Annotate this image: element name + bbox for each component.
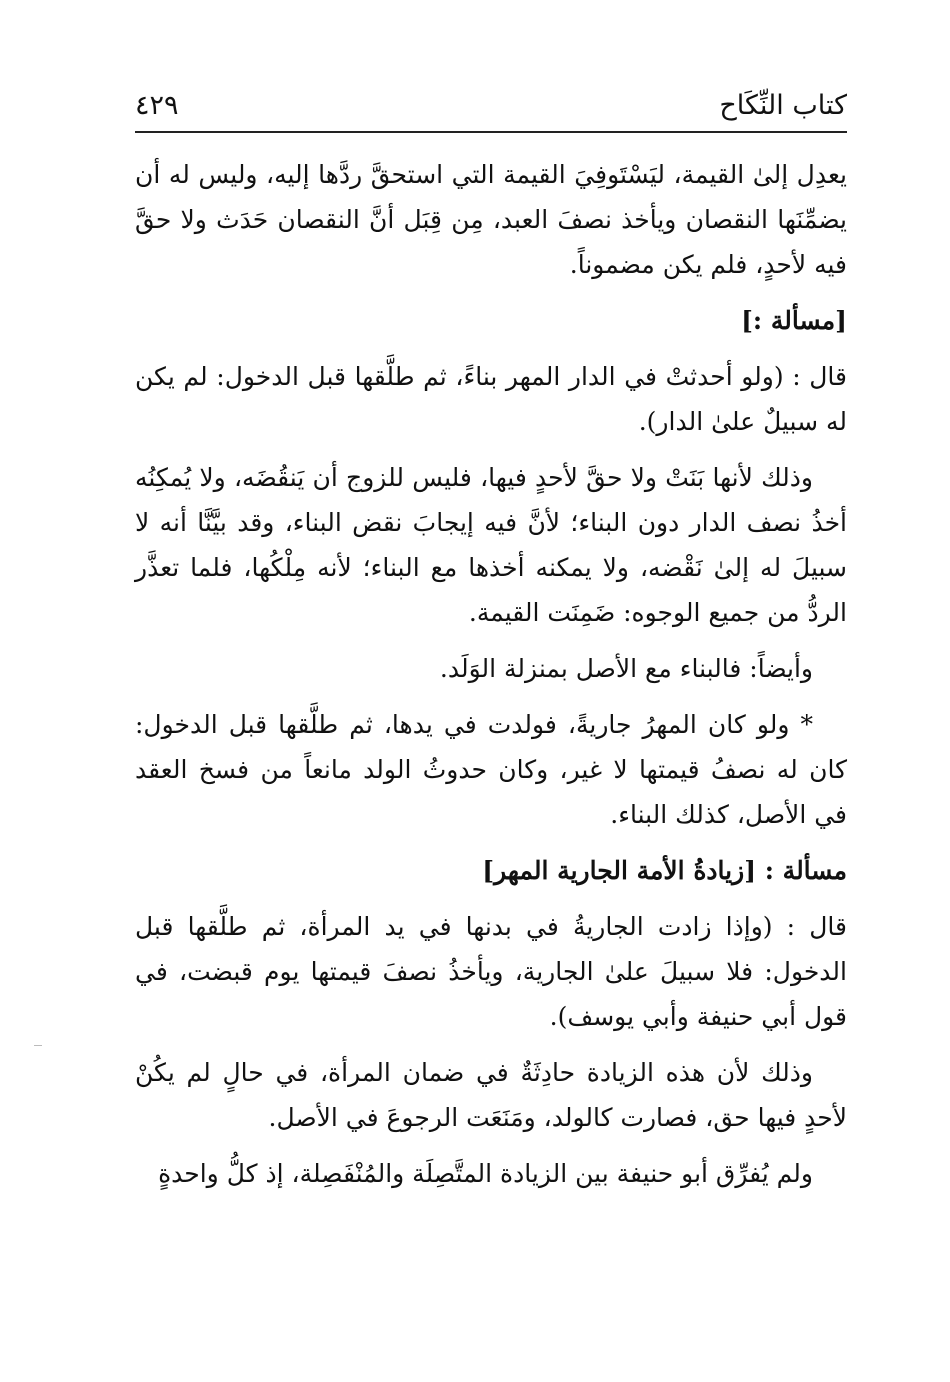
header-rule: [135, 131, 847, 133]
paragraph-case: * ولو كان المهرُ جاريةً، فولدت في يدها، ثم طلَّقها قبل الدخول: كان له نصفُ قيمتها لا غير، وكان حدوثُ الولد مانعاً من فسخ العقد في الأصل، كذلك البناء.: [135, 710, 847, 829]
paragraph-commentary: وأيضاً: فالبناء مع الأصل بمنزلة الوَلَد.: [439, 654, 813, 683]
paragraph-continuation: يعدِل إلىٰ القيمة، ليَسْتَوفِيَ القيمة التي استحقَّ ردَّها إليه، وليس له أن يضمِّنَها النقصان ويأخذ نصفَ العبد، مِن قِبَل أنَّ النقصان حَدَث ولا حقَّ فيه لأحدٍ، فلم يكن مضموناً.: [135, 160, 847, 279]
running-header: [135, 82, 847, 130]
body-text: [135, 152, 847, 1207]
section-heading: [مسألة :]: [741, 306, 847, 335]
section-heading: مسألة : [زيادةُ الأمة الجارية المهر]: [482, 856, 847, 885]
paragraph-quote: قال : (وإذا زادت الجاريةُ في بدنها في يد المرأة، ثم طلَّقها قبل الدخول: فلا سبيلَ علىٰ الجارية، ويأخذُ نصفَ قيمتها يوم قبضت، في قول أبي حنيفة وأبي يوسف).: [135, 912, 847, 1031]
page-number: ٤٢٩: [135, 90, 179, 121]
paragraph-quote: قال : (ولو أحدثتْ في الدار المهر بناءً، ثم طلَّقها قبل الدخول: لم يكن له سبيلٌ علىٰ الدار).: [135, 362, 847, 436]
chapter-title: كتاب النِّكَاح: [719, 90, 847, 121]
margin-mark: [34, 1045, 42, 1046]
paragraph-commentary: ولم يُفرِّق أبو حنيفة بين الزيادة المتَّصِلَة والمُنْفَصِلة، إذ كلُّ واحدةٍ: [158, 1159, 813, 1188]
paragraph-commentary: وذلك لأن هذه الزيادة حادِثَةٌ في ضمان المرأة، في حالٍ لم يكُنْ لأحدٍ فيها حق، فصارت كالولد، ومَنَعَت الرجوعَ في الأصل.: [135, 1058, 847, 1132]
paragraph-commentary: وذلك لأنها بَنَتْ ولا حقَّ لأحدٍ فيها، فليس للزوج أن يَنقُضَه، ولا يُمكِنُه أخذُ نصف الدار دون البناء؛ لأنَّ فيه إيجابَ نقض البناء، وقد بيَّنَّا أنه لا سبيلَ له إلىٰ نَقْضه، ولا يمكنه أخذها مع البناء؛ لأنه مِلْكُها، فلما تعذَّر الردُّ من جميع الوجوه: ضَمِنَت القيمة.: [135, 463, 847, 627]
